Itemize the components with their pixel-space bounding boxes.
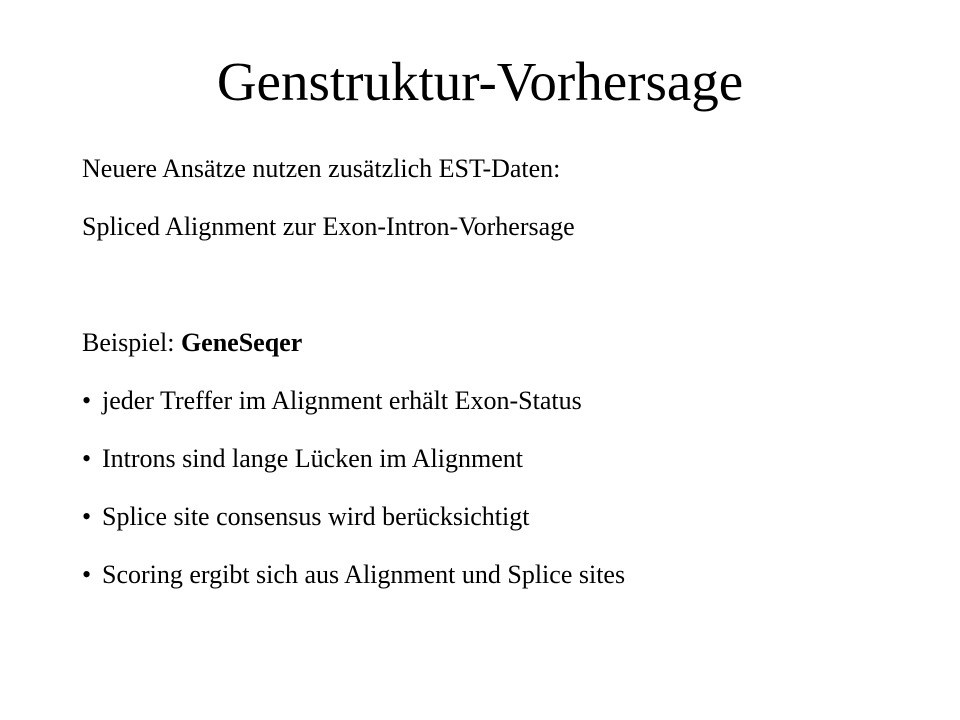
bullet-icon: •	[82, 560, 92, 589]
bullet-text: Introns sind lange Lücken im Alignment	[102, 444, 523, 473]
intro-line-1: Neuere Ansätze nutzen zusätzlich EST-Daten:	[82, 154, 561, 183]
bullet-item-2	[82, 444, 523, 474]
bullet-icon: •	[82, 386, 92, 415]
intro-line-2: Spliced Alignment zur Exon-Intron-Vorhersage	[82, 212, 575, 241]
bullet-text: Scoring ergibt sich aus Alignment und Splice sites	[102, 560, 626, 589]
example-name: GeneSeqer	[180, 328, 303, 357]
example-line	[82, 328, 302, 358]
bullet-text: jeder Treffer im Alignment erhält Exon-Status	[102, 386, 582, 415]
bullet-item-1	[82, 386, 582, 416]
slide-title: Genstruktur-Vorhersage	[216, 51, 744, 112]
bullet-icon: •	[82, 502, 92, 531]
bullet-item-4	[82, 560, 625, 590]
bullet-icon: •	[82, 444, 92, 473]
bullet-item-3	[82, 502, 529, 532]
bullet-text: Splice site consensus wird berücksichtigt	[102, 502, 530, 531]
example-prefix: Beispiel:	[82, 328, 181, 357]
